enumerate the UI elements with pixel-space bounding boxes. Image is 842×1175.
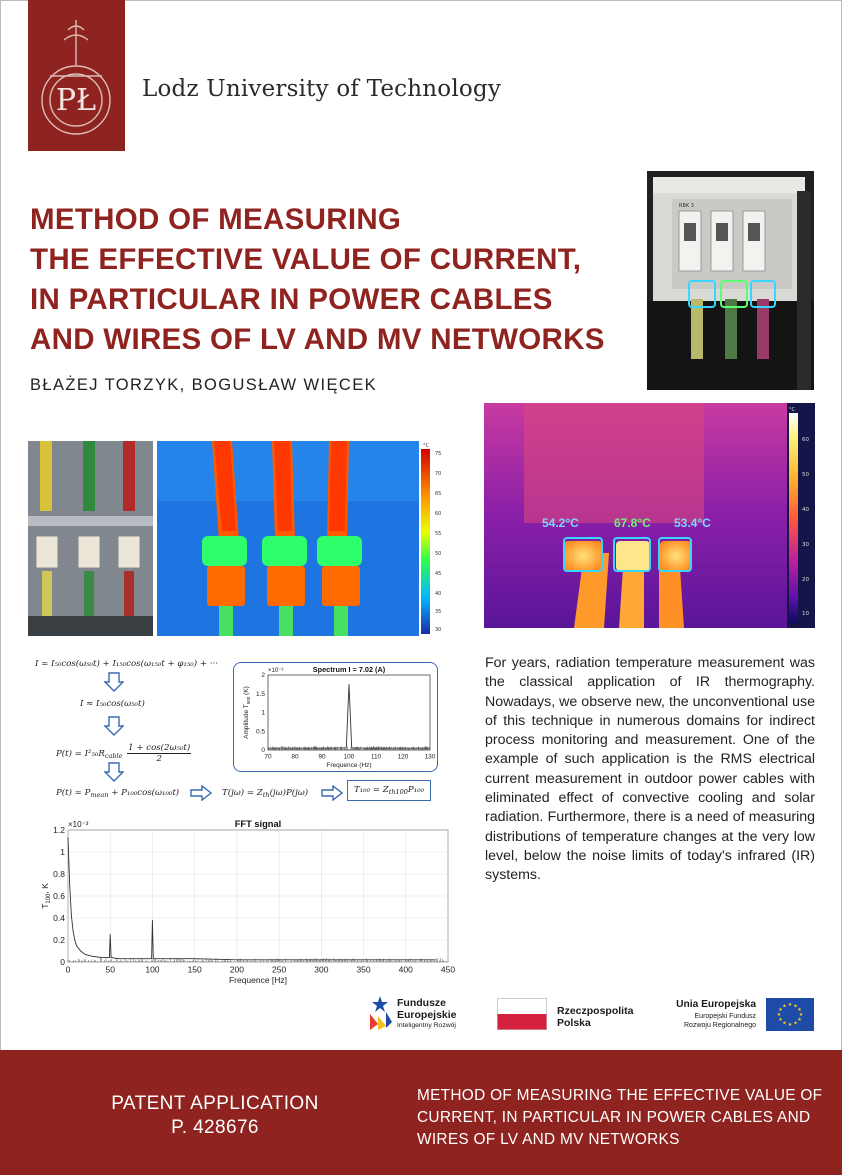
formula-temperature <box>222 788 308 799</box>
formula-power <box>56 743 191 764</box>
description-text: For years, radiation temperature measurement was the classical application of IR thermography. Nowadays, we observe new, the unconventional use of this technique in numerous domains for indirect process monitoring and measurement. One of the example of such application is the RMS electrical current measurement in outdoor power cables with eliminated effect of convective cooling and solar radiation. Furthermore, there is a need of measuring distributions of temperature changes at the very low level, below the noise limits of today's infrared (IR) systems. <box>485 655 815 884</box>
data-point <box>236 959 237 960</box>
x-tick-label: 450 <box>440 964 456 975</box>
data-point <box>308 748 309 749</box>
fe-line-1: Fundusze <box>397 997 446 1009</box>
svg-text:★: ★ <box>787 1002 793 1008</box>
right-scale-tick: 20 <box>802 577 809 583</box>
eu-flag-icon <box>766 998 814 1031</box>
svg-text:★: ★ <box>798 1012 804 1018</box>
data-point <box>93 956 94 957</box>
svg-text:★: ★ <box>782 1020 787 1027</box>
data-point <box>194 958 195 959</box>
svg-text:★: ★ <box>793 1020 798 1027</box>
y-axis-label-sub: 500 <box>246 696 251 705</box>
chart-title: Spectrum I = 7.02 (A) <box>312 665 386 674</box>
x-tick-label: 100 <box>343 753 355 761</box>
right-scale-tick: 10 <box>802 611 809 617</box>
svg-text:★: ★ <box>797 1007 802 1013</box>
svg-text:★: ★ <box>793 1003 798 1010</box>
left-scale-tick: 45 <box>435 571 442 577</box>
y-tick-label: 1 <box>60 846 65 857</box>
left-scale-tick: 55 <box>435 531 442 537</box>
fe-line-2: Europejskie <box>397 1009 457 1021</box>
y-tick-label: 2 <box>261 672 265 680</box>
patent-application <box>100 1092 330 1140</box>
title-line-2: THE EFFECTIVE VALUE OF CURRENT, <box>30 243 582 276</box>
data-point <box>430 748 431 749</box>
x-tick-label: 80 <box>291 753 299 761</box>
formula-f5-sub: th <box>262 791 270 799</box>
formula-f6-a: T₁₀₀ = Z <box>354 785 389 795</box>
fft-chart <box>38 818 458 990</box>
data-point <box>322 748 323 749</box>
breaker-label: RBK 3 <box>679 203 694 209</box>
y-exponent: ×10⁻³ <box>68 820 89 829</box>
x-tick-label: 110 <box>370 753 382 761</box>
data-point <box>335 748 336 749</box>
formula-current-series: I = I₅₀cos(ω₅₀t) + I₁₅₀cos(ω₁₅₀t + φ₁₅₀) + ··· <box>35 659 218 669</box>
data-point <box>73 931 74 932</box>
y-tick-label: 0.6 <box>53 890 65 901</box>
left-scale-tick: 75 <box>435 451 442 457</box>
data-point <box>405 959 406 960</box>
x-tick-label: 150 <box>187 964 202 975</box>
data-point <box>151 958 152 959</box>
data-point <box>76 945 77 946</box>
data-point <box>349 684 350 685</box>
right-scale-tick: 30 <box>802 542 809 548</box>
formula-f4-a: P(t) = P <box>56 788 91 798</box>
x-axis-label: Frequence [Hz] <box>228 975 288 985</box>
formula-f6-sub: th100 <box>388 788 408 796</box>
footer-title: METHOD OF MEASURING THE EFFECTIVE VALUE OF CURRENT, IN PARTICULAR IN POWER CABLES AND WIRES OF LV AND MV NETWORKS <box>417 1087 823 1148</box>
thermal-image-large <box>484 403 815 628</box>
data-point <box>321 959 322 960</box>
left-scale-tick: 50 <box>435 551 442 557</box>
ue-line-2: Europejski Fundusz <box>694 1013 756 1020</box>
right-arrow-icon <box>321 785 343 801</box>
right-scale-tick: 50 <box>802 472 809 478</box>
right-scale-tick: 40 <box>802 507 809 513</box>
ue-line-3: Rozwoju Regionalnego <box>684 1022 756 1029</box>
x-axis-label: Frequence (Hz) <box>326 762 372 769</box>
formula-f4-rest: + P₁₀₀cos(ω₁₀₀t) <box>108 788 180 798</box>
left-scale-tick: 30 <box>435 627 442 633</box>
breaker-photo <box>647 171 814 390</box>
x-tick-label: 130 <box>424 753 436 761</box>
data-point <box>351 747 352 748</box>
y-axis-label-part: , K <box>40 883 50 894</box>
authors: BŁAŻEJ TORZYK, BOGUSŁAW WIĘCEK <box>30 376 378 394</box>
reading-2: 67.8°C <box>614 516 651 530</box>
y-tick-label: 0 <box>261 747 265 755</box>
reading-3: 53.4°C <box>674 516 711 530</box>
fe-name <box>397 997 457 1021</box>
x-tick-label: 90 <box>318 753 326 761</box>
x-tick-label: 300 <box>314 964 329 975</box>
y-tick-label: 0.4 <box>53 912 65 923</box>
data-point <box>416 748 417 749</box>
svg-text:★: ★ <box>778 1007 783 1013</box>
patent-line-1: PATENT APPLICATION <box>111 1093 319 1114</box>
x-tick-label: 350 <box>356 964 371 975</box>
formula-f6-rest: P₁₀₀ <box>407 785 425 795</box>
data-point <box>403 748 404 749</box>
svg-text:★: ★ <box>782 1003 787 1010</box>
logo-emblem-icon <box>28 0 125 151</box>
y-axis-label-part: Amplitude T <box>243 704 250 739</box>
formula-result-box <box>347 780 431 801</box>
down-arrow-icon <box>104 672 124 692</box>
x-tick-label: 200 <box>229 964 244 975</box>
right-arrow-icon <box>190 785 212 801</box>
ue-fund <box>660 1012 756 1030</box>
logo-text: PŁ <box>55 83 97 118</box>
y-axis-label <box>40 883 52 909</box>
rp-line-1: Rzeczpospolita <box>557 1005 634 1017</box>
formula-f4-sub: mean <box>90 791 109 799</box>
y-tick-label: 1.5 <box>255 690 265 698</box>
formula-power-num: 1 + cos(2ω₅₀t) <box>128 743 191 753</box>
svg-text:★: ★ <box>778 1017 783 1023</box>
x-tick-label: 70 <box>264 753 272 761</box>
data-point <box>69 885 70 886</box>
formula-f5-rest: (jω)P(jω) <box>269 788 309 798</box>
data-point <box>80 951 81 952</box>
formula-power-den: 2 <box>156 754 162 764</box>
patent-number: P. 428676 <box>171 1117 259 1138</box>
svg-text:★: ★ <box>776 1012 782 1018</box>
data-point <box>279 959 280 960</box>
data-point <box>111 957 112 958</box>
formula-power-components <box>56 788 179 799</box>
y-tick-label: 0.8 <box>53 868 65 879</box>
x-tick-label: 0 <box>65 964 71 975</box>
university-name: Lodz University of Technology <box>142 76 502 102</box>
left-scale-tick: 65 <box>435 491 442 497</box>
poster-title <box>30 200 630 360</box>
data-point <box>71 915 72 916</box>
y-axis-label-part: (K) <box>243 686 250 697</box>
rp-line-2: Polska <box>557 1017 591 1029</box>
y-tick-label: 0 <box>60 956 65 967</box>
down-arrow-icon <box>104 716 124 736</box>
title-line-3: IN PARTICULAR IN POWER CABLES <box>30 283 553 316</box>
formula-power-left: P(t) = I²₅₀R <box>56 749 105 759</box>
svg-text:★: ★ <box>797 1017 802 1023</box>
data-point <box>74 940 75 941</box>
data-point <box>169 958 170 959</box>
spectrum-chart <box>234 663 436 770</box>
y-tick-label: 0.5 <box>255 728 265 736</box>
data-point <box>389 748 390 749</box>
y-axis-label-part: T <box>40 903 50 909</box>
data-point <box>109 957 110 958</box>
ue-name: Unia Europejska <box>676 999 756 1010</box>
y-tick-label: 1 <box>261 709 265 717</box>
x-tick-label: 120 <box>397 753 409 761</box>
formula-power-sub: cable <box>104 752 123 760</box>
fe-program: Inteligentny Rozwój <box>397 1022 456 1029</box>
formula-current-approx: I ≈ I₅₀cos(ω₅₀t) <box>80 699 145 709</box>
data-point <box>376 748 377 749</box>
data-point <box>362 748 363 749</box>
data-point <box>363 959 364 960</box>
data-point <box>110 934 111 935</box>
reading-1: 54.2°C <box>542 516 579 530</box>
down-arrow-icon <box>104 762 124 782</box>
cables-photo <box>28 441 153 636</box>
data-point <box>295 748 296 749</box>
left-scale-tick: 40 <box>435 591 442 597</box>
data-point <box>153 958 154 959</box>
data-point <box>101 957 102 958</box>
y-tick-label: 1.2 <box>53 824 65 835</box>
spectrum-chart-card <box>233 662 438 772</box>
right-scale-unit: °C <box>789 407 795 413</box>
data-point <box>152 920 153 921</box>
fe-logo-icon <box>366 994 394 1032</box>
data-point <box>346 747 347 748</box>
university-logo <box>28 0 125 151</box>
rp-name <box>557 1005 633 1029</box>
title-line-4: AND WIRES OF LV AND MV NETWORKS <box>30 323 605 356</box>
left-scale-unit: °C <box>423 443 429 449</box>
left-scale-tick: 35 <box>435 609 442 615</box>
y-axis-label <box>243 686 251 739</box>
y-axis-label-sub: 100 <box>46 893 52 904</box>
x-tick-label: 100 <box>145 964 160 975</box>
svg-text:★: ★ <box>787 1022 793 1028</box>
fft-chart-container <box>38 818 458 990</box>
data-point <box>435 959 436 960</box>
data-point <box>135 958 136 959</box>
data-point <box>281 748 282 749</box>
title-line-1: METHOD OF MEASURING <box>30 203 402 236</box>
x-tick-label: 50 <box>105 964 115 975</box>
right-scale-tick: 60 <box>802 437 809 443</box>
data-point <box>68 837 69 838</box>
left-scale-tick: 60 <box>435 511 442 517</box>
thermal-image-cables <box>157 441 447 636</box>
data-point <box>118 958 119 959</box>
y-tick-label: 0.2 <box>53 934 65 945</box>
x-tick-label: 250 <box>272 964 287 975</box>
data-point <box>268 748 269 749</box>
data-point <box>84 954 85 955</box>
left-scale-tick: 70 <box>435 471 442 477</box>
formula-f5-a: T(jω) = Z <box>222 788 263 798</box>
x-tick-label: 400 <box>398 964 413 975</box>
y-exponent: ×10⁻³ <box>268 668 284 674</box>
chart-title: FFT signal <box>234 819 282 829</box>
poland-flag-icon <box>497 998 547 1030</box>
